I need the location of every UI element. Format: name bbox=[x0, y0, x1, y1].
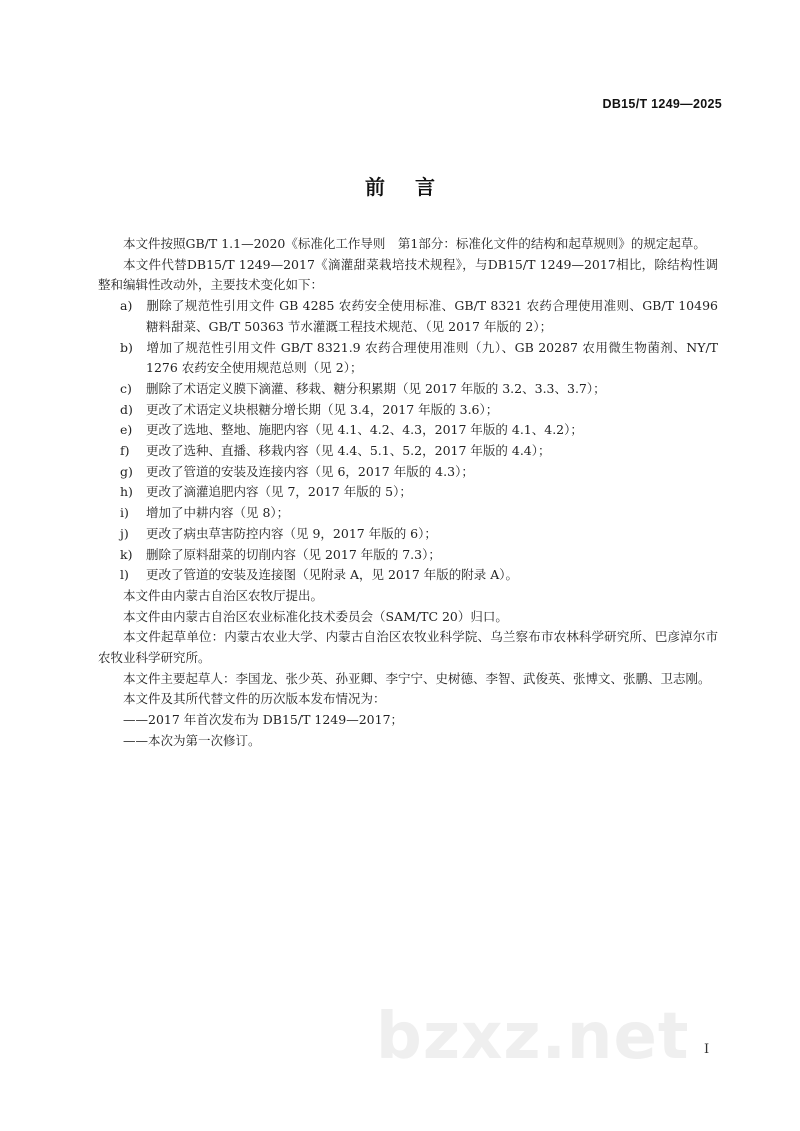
list-item-text: 删除了术语定义膜下滴灌、移栽、糖分积累期（见 2017 年版的 3.2、3.3、3.7）； bbox=[146, 380, 606, 396]
list-item-text: 增加了规范性引用文件 GB/T 8321.9 农药合理使用准则（九）、GB 20287 农用微生物菌剂、NY/T 1276 农药安全使用规范总则（见 2）； bbox=[146, 339, 718, 376]
watermark-logo: bzxz.net bbox=[376, 1000, 690, 1074]
page-title: 前言 bbox=[365, 175, 465, 199]
list-item-text: 更改了管道的安装及连接内容（见 6，2017 年版的 4.3）； bbox=[146, 463, 474, 479]
managed-by-paragraph: 本文件由内蒙古自治区农业标准化技术委员会（SAM/TC 20）归口。 bbox=[123, 608, 508, 624]
list-item-text: 更改了术语定义块根糖分增长期（见 3.4，2017 年版的 3.6）； bbox=[146, 401, 499, 417]
foreword-body bbox=[98, 234, 718, 752]
document-code: DB15/T 1249—2025 bbox=[602, 97, 722, 111]
list-item-text: 更改了选地、整地、施肥内容（见 4.1、4.2、4.3，2017 年版的 4.1、4.2）； bbox=[146, 422, 583, 438]
list-item bbox=[98, 379, 718, 400]
list-marker: e) bbox=[120, 422, 133, 438]
list-item bbox=[98, 462, 718, 483]
list-marker: k) bbox=[120, 546, 133, 562]
list-marker: a) bbox=[120, 298, 133, 314]
history-intro-paragraph: 本文件及其所代替文件的历次版本发布情况为： bbox=[123, 691, 386, 707]
list-marker: i) bbox=[120, 505, 129, 521]
list-item-text: 更改了选种、直播、移栽内容（见 4.4、5.1、5.2，2017 年版的 4.4）； bbox=[146, 443, 551, 459]
list-marker: j) bbox=[120, 525, 129, 541]
changes-list bbox=[98, 296, 718, 586]
replacement-paragraph: 本文件代替DB15/T 1249—2017《滴灌甜菜栽培技术规程》，与DB15/T 1249—2017相比，除结构性调整和编辑性改动外，主要技术变化如下： bbox=[98, 256, 718, 293]
list-marker: g) bbox=[120, 463, 133, 479]
list-marker: b) bbox=[120, 339, 133, 355]
drafters-paragraph: 本文件主要起草人：李国龙、张少英、孙亚卿、李宁宁、史树德、李智、武俊英、张博文、张鹏、卫志刚。 bbox=[123, 670, 711, 686]
list-item bbox=[98, 545, 718, 566]
list-item bbox=[98, 503, 718, 524]
list-item bbox=[98, 296, 718, 337]
list-marker: f) bbox=[120, 443, 130, 459]
page-number: I bbox=[704, 1042, 710, 1057]
list-item bbox=[98, 338, 718, 379]
drafting-units-paragraph: 本文件起草单位：内蒙古农业大学、内蒙古自治区农牧业科学院、乌兰察布市农林科学研究所、巴彦淖尔市农牧业科学研究所。 bbox=[98, 629, 718, 666]
list-item bbox=[98, 441, 718, 462]
list-item bbox=[98, 482, 718, 503]
list-item bbox=[98, 565, 718, 586]
list-marker: h) bbox=[120, 484, 133, 500]
list-item bbox=[98, 524, 718, 545]
list-item-text: 更改了管道的安装及连接图（见附录 A，见 2017 年版的附录 A）。 bbox=[146, 567, 519, 583]
history-item: ——2017 年首次发布为 DB15/T 1249—2017； bbox=[123, 712, 404, 728]
history-item: ——本次为第一次修订。 bbox=[123, 732, 261, 748]
list-item bbox=[98, 400, 718, 421]
list-marker: c) bbox=[120, 380, 132, 396]
list-item-text: 更改了病虫草害防控内容（见 9，2017 年版的 6）； bbox=[146, 525, 437, 541]
proposed-by-paragraph: 本文件由内蒙古自治区农牧厅提出。 bbox=[123, 587, 324, 603]
list-item bbox=[98, 420, 718, 441]
list-item-text: 删除了原料甜菜的切削内容（见 2017 年版的 7.3）； bbox=[146, 546, 441, 562]
list-item-text: 增加了中耕内容（见 8）； bbox=[146, 505, 290, 521]
drafting-basis-paragraph: 本文件按照GB/T 1.1—2020《标准化工作导则 第1部分：标准化文件的结构和起草规则》的规定起草。 bbox=[123, 236, 706, 251]
list-item-text: 更改了滴灌追肥内容（见 7，2017 年版的 5）； bbox=[146, 484, 412, 500]
list-marker: d) bbox=[120, 401, 133, 417]
list-marker: l) bbox=[120, 567, 129, 583]
list-item-text: 删除了规范性引用文件 GB 4285 农药安全使用标准、GB/T 8321 农药合理使用准则、GB/T 10496 糖料甜菜、GB/T 50363 节水灌溉工程技术规范、（见 2017 年版的 2）； bbox=[146, 298, 718, 334]
